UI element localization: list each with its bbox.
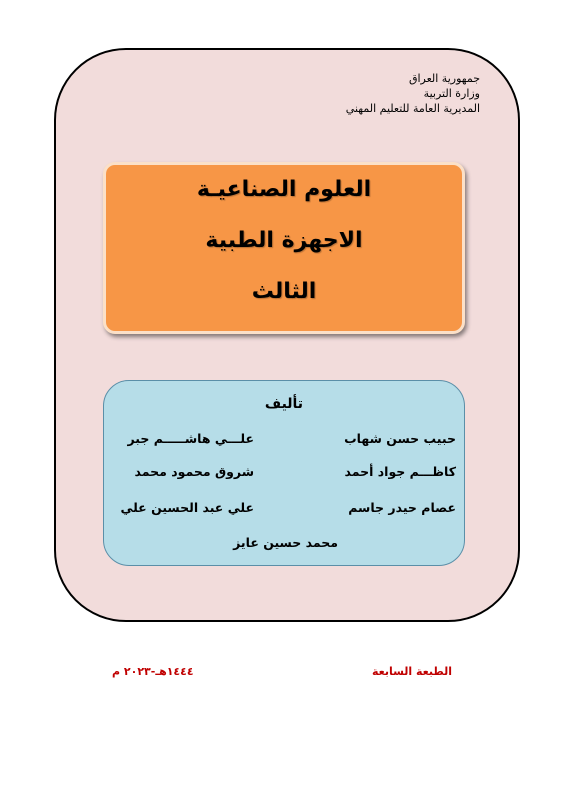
author-name: حبيب حسن شهاب: [344, 431, 456, 446]
ministry-name: وزارة التربية: [423, 87, 480, 100]
author-name: شروق محمود محمد: [134, 464, 254, 479]
author-name: محمد حسين عايز: [233, 535, 338, 550]
book-title: الاجهزة الطبية: [205, 228, 363, 253]
edition-label: الطبعة السابعة: [371, 665, 452, 678]
country-name: جمهورية العراق: [408, 72, 480, 85]
authors-box: [103, 380, 465, 566]
directorate-name: المديرية العامة للتعليم المهني: [345, 102, 480, 115]
grade-title: الثالث: [251, 279, 317, 304]
title-box: [103, 162, 465, 334]
author-name: علي عبد الحسين علي: [120, 500, 254, 515]
edition-year: ١٤٤٤هـ-٢٠٢٣ م: [112, 665, 194, 678]
author-name: عصام حيدر جاسم: [348, 500, 456, 515]
subject-title: العلوم الصناعيـة: [196, 177, 372, 202]
authors-heading: تأليف: [264, 396, 304, 412]
author-name: علـــي هاشـــــم جبر: [127, 431, 254, 446]
ministry-header: [346, 71, 480, 116]
author-name: كاظـــم جواد أحمد: [344, 464, 456, 479]
